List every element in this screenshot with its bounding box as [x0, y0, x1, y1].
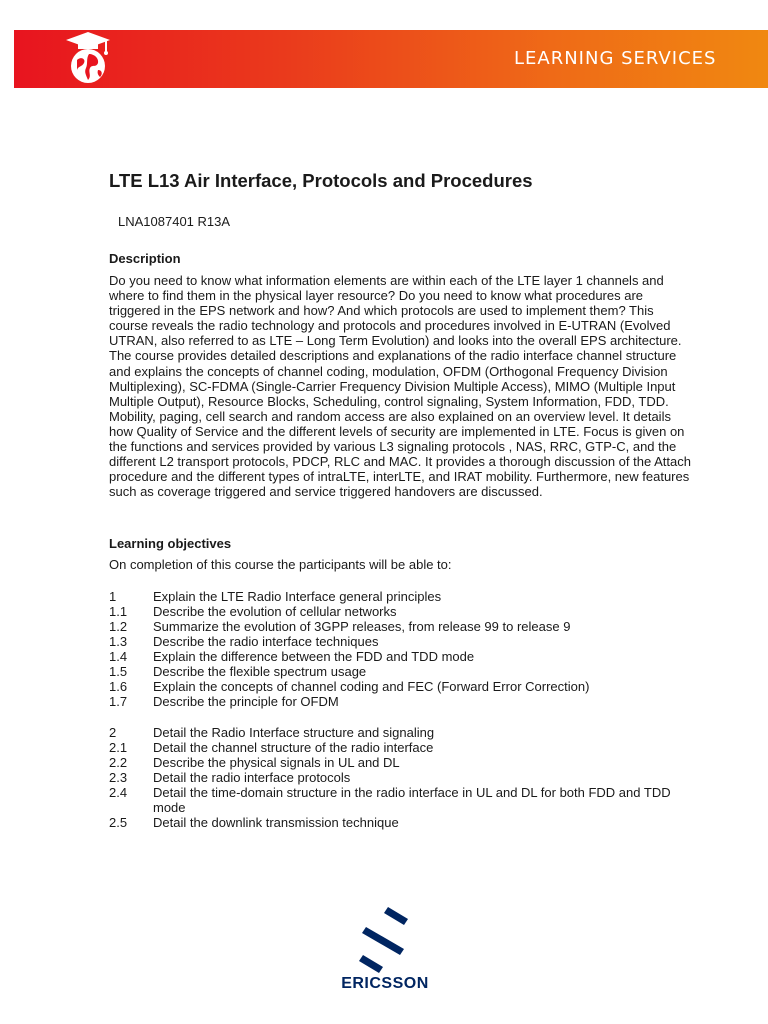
document-title: LTE L13 Air Interface, Protocols and Procedures	[109, 170, 533, 191]
objective-item	[109, 649, 694, 664]
brand-text: LEARNING SERVICES	[514, 48, 717, 69]
objective-number: 1.7	[109, 694, 128, 710]
objective-text: Detail the Radio Interface structure and signaling	[153, 725, 435, 741]
objective-item	[109, 725, 694, 740]
objective-number: 2.5	[109, 815, 128, 831]
company-name: ERICSSON	[341, 975, 429, 992]
objective-text: Detail the downlink transmission technique	[153, 815, 399, 831]
objective-text: Detail the channel structure of the radio interface	[153, 740, 434, 756]
objective-number: 1.2	[109, 619, 128, 635]
objective-item	[109, 619, 694, 634]
objective-text: Summarize the evolution of 3GPP releases, from release 99 to release 9	[153, 619, 571, 635]
objective-item	[109, 694, 694, 709]
objectives-heading: Learning objectives	[109, 536, 232, 552]
objective-item	[109, 589, 694, 604]
objective-item	[109, 679, 694, 694]
graduation-globe-icon	[58, 30, 118, 88]
ericsson-logo-icon	[330, 905, 440, 973]
objective-item	[109, 604, 694, 619]
objectives-list	[109, 589, 694, 830]
objective-item	[109, 664, 694, 679]
objective-text: Explain the concepts of channel coding and FEC (Forward Error Correction)	[153, 679, 590, 695]
objective-number: 1.1	[109, 604, 128, 620]
header-banner	[14, 30, 768, 88]
description-text: Do you need to know what information elements are within each of the LTE layer 1 channels and where to find them in the physical layer resource? Do you need to know what procedures are triggered in the EPS network and how? And which protocols are used to implement them? This course reveals the radio technology and protocols and procedures involved in E-UTRAN (Evolved UTRAN, also referred to as LTE – Long Term Evolution) and looks into the overall EPS architecture. The course provides detailed descriptions and explanations of the radio interface channel structure and explains the concepts of channel coding, modulation, OFDM (Orthogonal Frequency Division Multiplexing), SC-FDMA (Single-Carrier Frequency Division Multiple Access), MIMO (Multiple Input Multiple Output), Resource Blocks, Scheduling, control signaling, System Information, FDD, TDD. Mobility, paging, cell search and random access are also explained on an overview level. It details how Quality of Service and the different levels of security are implemented in LTE. Focus is given on the functions and services provided by various L3 signaling protocols , NAS, RRC, GTP-C, and the different L2 transport protocols, PDCP, RLC and MAC. It provides a thorough discussion of the Attach procedure and the different types of intraLTE, interLTE, and IRAT mobility. Furthermore, new features such as coverage triggered and service triggered handovers are discussed.	[109, 273, 691, 500]
objective-item	[109, 785, 694, 815]
objective-text: Describe the evolution of cellular networks	[153, 604, 397, 620]
objective-item	[109, 815, 694, 830]
objective-number: 2.2	[109, 755, 128, 771]
objective-number: 2.4	[109, 785, 128, 801]
description-heading: Description	[109, 251, 181, 266]
objective-number: 1.6	[109, 679, 128, 695]
objective-text: Describe the flexible spectrum usage	[153, 664, 367, 680]
objective-item	[109, 740, 694, 755]
objective-text: Describe the principle for OFDM	[153, 694, 339, 710]
objective-number: 1.3	[109, 634, 128, 650]
objective-number: 2.3	[109, 770, 128, 786]
document-body	[109, 170, 694, 830]
objective-number: 1	[109, 589, 117, 605]
objective-text: Explain the difference between the FDD and TDD mode	[153, 649, 475, 665]
objective-text: Detail the time-domain structure in the radio interface in UL and DL for both FDD and TDD mode	[153, 785, 671, 816]
footer-logo	[330, 905, 440, 995]
objective-number: 1.4	[109, 649, 128, 665]
objective-item	[109, 634, 694, 649]
document-number: LNA1087401 R13A	[118, 214, 231, 229]
objective-number: 2.1	[109, 740, 128, 756]
objective-text: Detail the radio interface protocols	[153, 770, 351, 786]
objectives-intro: On completion of this course the participants will be able to:	[109, 557, 452, 573]
objective-item	[109, 770, 694, 785]
objective-number: 1.5	[109, 664, 128, 680]
objective-text: Describe the radio interface techniques	[153, 634, 379, 650]
objective-text: Explain the LTE Radio Interface general principles	[153, 589, 442, 605]
objective-item	[109, 755, 694, 770]
objective-number: 2	[109, 725, 117, 741]
objective-text: Describe the physical signals in UL and DL	[153, 755, 400, 771]
